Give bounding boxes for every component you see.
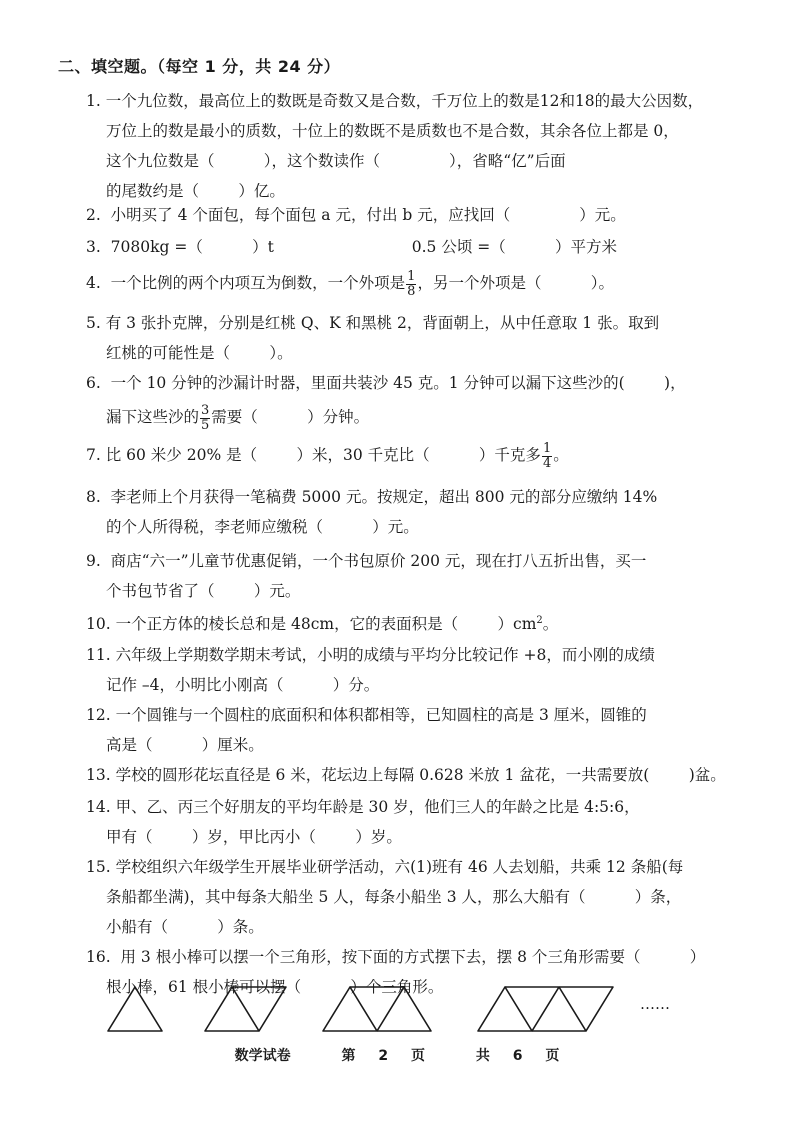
question-9 (86, 546, 726, 606)
question-2 (86, 200, 726, 230)
question-line: 2. 小明买了 4 个面包，每个面包 a 元，付出 b 元，应找回（ ）元。 (86, 206, 626, 224)
denominator: 4 (542, 455, 552, 471)
question-line: 3. 7080kg =（ ）t 0.5 公顷 =（ ）平方米 (86, 238, 618, 256)
question-3 (86, 232, 726, 262)
question-line: 这个九位数是（ ），这个数读作（ ），省略“亿”后面 (106, 152, 566, 170)
question-12 (86, 700, 726, 760)
question-line (86, 402, 726, 433)
question-text: 。 (553, 446, 569, 464)
numerator: 1 (542, 440, 552, 456)
fraction (406, 270, 416, 299)
question-text: 7. 比 60 米少 20% 是（ ）米，30 千克比（ ）千克多 (86, 446, 541, 464)
question-line (86, 440, 726, 471)
question-7 (86, 440, 726, 471)
question-line: 甲有（ ）岁，甲比丙小（ ）岁。 (106, 828, 402, 846)
question-line (86, 606, 726, 639)
question-text: ，另一个外项是（ ）。 (417, 274, 614, 292)
question-line: 的个人所得税，李老师应缴税（ ）元。 (106, 518, 419, 536)
triangle-pattern-figure (0, 975, 794, 1045)
ellipsis: …… (640, 995, 670, 1013)
question-line: 15. 学校组织六年级学生开展毕业研学活动，六(1)班有 46 人去划船，共乘 12 条船(每 (86, 858, 684, 876)
question-1 (86, 86, 726, 206)
question-6 (86, 368, 726, 433)
footer-subject: 数学试卷 (234, 1048, 291, 1064)
question-text: 需要（ ）分钟。 (211, 408, 370, 426)
question-10 (86, 606, 726, 639)
triangle-1 (108, 987, 162, 1031)
page-footer (0, 1045, 794, 1065)
question-line (86, 268, 726, 299)
question-line: 个书包节省了（ ）元。 (106, 582, 301, 600)
question-line: 8. 李老师上个月获得一笔稿费 5000 元。按规定，超出 800 元的部分应缴纳 14% (86, 488, 658, 506)
question-line: 高是（ ）厘米。 (106, 736, 264, 754)
question-line: 小船有（ ）条。 (106, 918, 264, 936)
triangle-4c (532, 987, 586, 1031)
question-line: 红桃的可能性是（ ）。 (106, 344, 293, 362)
question-line: 记作 –4，小明比小刚高（ ）分。 (106, 676, 380, 694)
question-8 (86, 482, 726, 542)
footer-total-pages: 共 6 页 (475, 1048, 560, 1064)
triangle-3b (350, 987, 404, 1031)
numerator: 1 (407, 268, 416, 284)
question-line: 11. 六年级上学期数学期末考试，小明的成绩与平均分比较记作 +8，而小刚的成绩 (86, 646, 655, 664)
question-line: 1. 一个九位数，最高位上的数既是奇数又是合数，千万位上的数是12和18的最大公因数， (86, 92, 704, 110)
question-line: 12. 一个圆锥与一个圆柱的底面积和体积都相等，已知圆柱的高是 3 厘米，圆锥的 (86, 706, 647, 724)
question-4 (86, 268, 726, 299)
question-5 (86, 308, 726, 368)
triangle-3a (323, 987, 377, 1031)
question-line: 根小棒，61 根小棒可以摆（ ）个三角形。 (106, 978, 444, 996)
question-line: 9. 商店“六一”儿童节优惠促销，一个书包原价 200 元，现在打八五折出售，买一 (86, 552, 647, 570)
question-15 (86, 852, 726, 942)
triangle-4b (505, 987, 559, 1031)
question-line: 14. 甲、乙、丙三个好朋友的平均年龄是 30 岁，他们三人的年龄之比是 4:5:6， (86, 798, 640, 816)
question-line: 13. 学校的圆形花坛直径是 6 米，花坛边上每隔 0.628 米放 1 盆花，一共需要放( )盆。 (86, 766, 726, 784)
question-line: 万位上的数是最小的质数，十位上的数既不是质数也不是合数，其余各位上都是 0， (106, 122, 679, 140)
denominator: 5 (201, 417, 210, 433)
question-line: 6. 一个 10 分钟的沙漏计时器，里面共装沙 45 克。1 分钟可以漏下这些沙的( )， (86, 374, 686, 392)
denominator: 8 (407, 283, 416, 299)
question-text: 。 (542, 615, 559, 634)
superscript: 2 (536, 615, 543, 626)
footer-page-number: 第 2 页 (341, 1048, 425, 1064)
fraction (542, 442, 552, 471)
question-line: 的尾数约是（ ）亿。 (106, 182, 285, 200)
section-heading: 二、填空题。（每空 1 分，共 24 分） (58, 57, 341, 76)
fraction (200, 404, 210, 433)
question-13 (86, 760, 726, 790)
triangle-3c (377, 987, 431, 1031)
triangle-4a (478, 987, 532, 1031)
question-text: 4. 一个比例的两个内项互为倒数，一个外项是 (86, 274, 406, 292)
question-11 (86, 640, 726, 700)
triangle-2b (232, 987, 286, 1031)
question-line: 条船都坐满)，其中每条大船坐 5 人，每条小船坐 3 人，那么大船有（ ）条， (106, 888, 682, 906)
question-text: 漏下这些沙的 (106, 408, 200, 426)
question-line: 5. 有 3 张扑克牌，分别是红桃 Q、K 和黑桃 2，背面朝上，从中任意取 1 张。取到 (86, 314, 660, 332)
triangle-4d (559, 987, 613, 1031)
question-text: 10. 一个正方体的棱长总和是 48cm，它的表面积是（ ）cm (86, 615, 537, 634)
question-14 (86, 792, 726, 852)
numerator: 3 (201, 402, 210, 418)
triangle-2a (205, 987, 259, 1031)
question-line: 16. 用 3 根小棒可以摆一个三角形，按下面的方式摆下去，摆 8 个三角形需要（ ） (86, 948, 706, 966)
